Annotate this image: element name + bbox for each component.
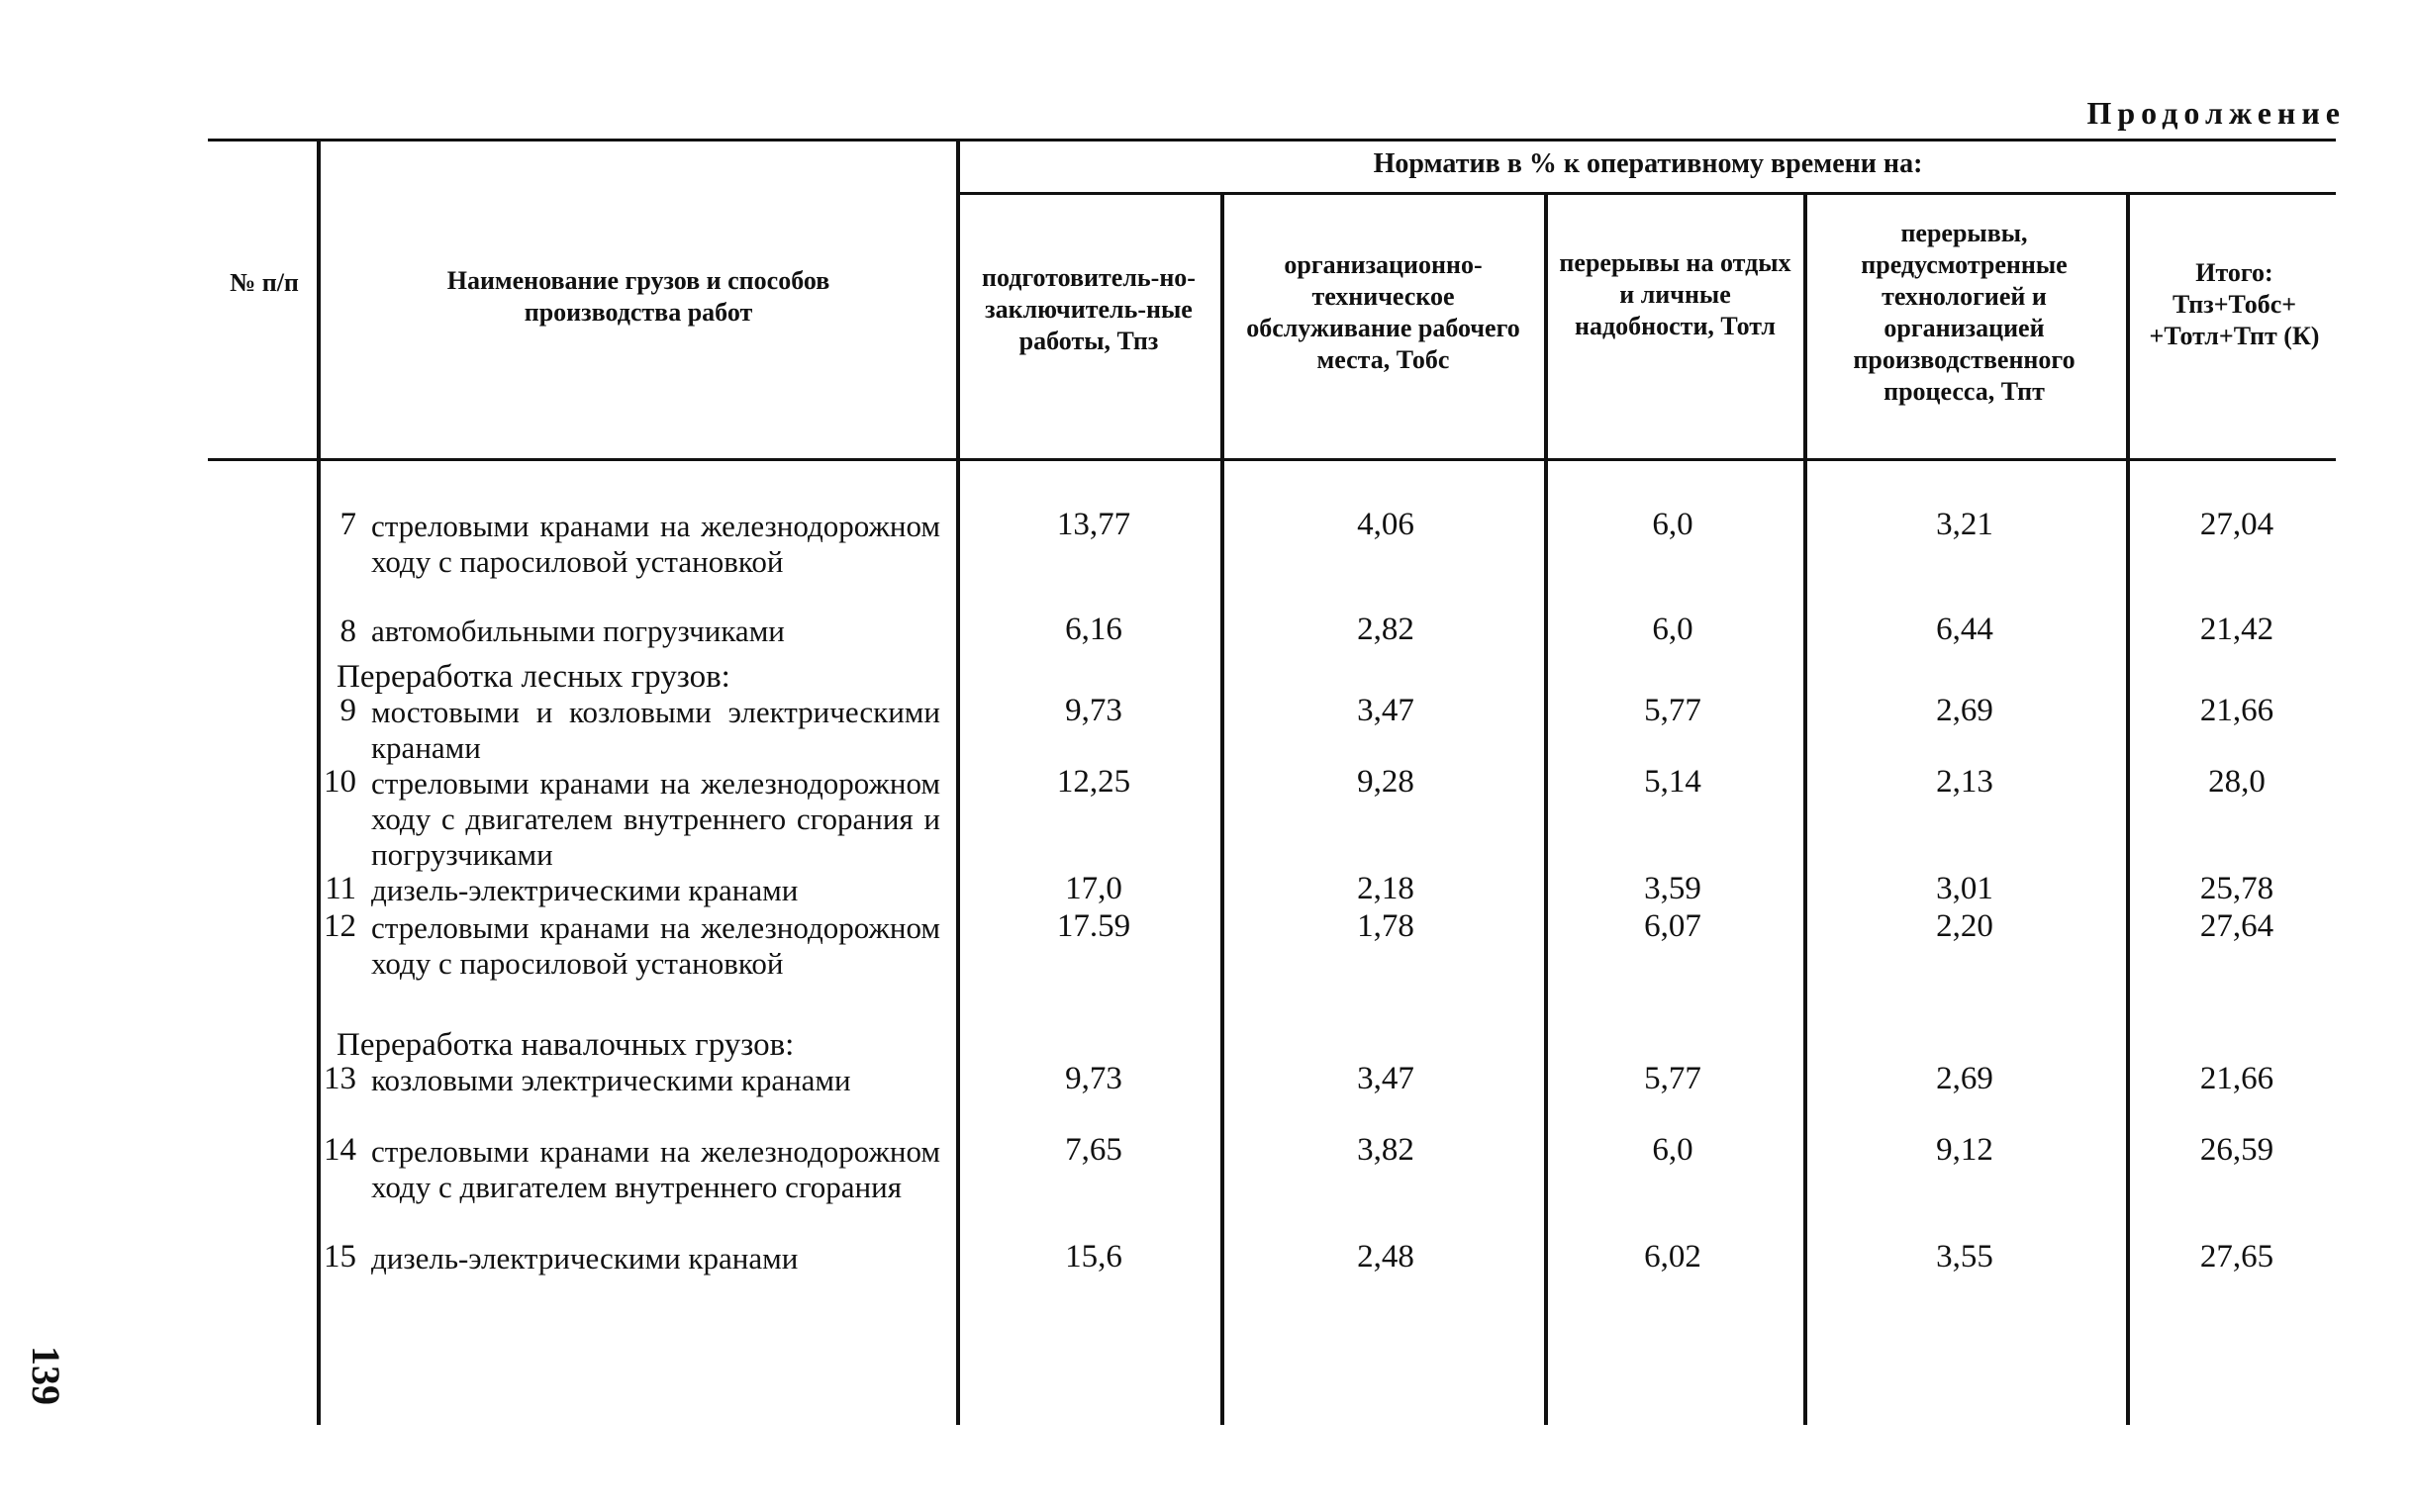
category-timber: Переработка лесных грузов: [337,659,730,695]
row-10-tpz: 12,25 [1056,764,1131,800]
row-10-tpt: 2,13 [1936,764,1993,800]
row-13-tpt: 2,69 [1936,1061,1993,1096]
row-9-no: 9 [339,693,356,728]
row-13-tobs: 3,47 [1357,1061,1414,1096]
row-12-tpt: 2,20 [1936,908,1993,944]
row-11-totl: 3,59 [1644,871,1701,906]
row-7-tobs: 4,06 [1357,507,1414,542]
row-9-total: 21,66 [2199,693,2274,728]
row-8-tpt: 6,44 [1936,612,1993,647]
row-11-tpt: 3,01 [1936,871,1993,906]
header-col-totl: перерывы на отдых и личные надобности, Тотл [1559,248,1791,340]
row-11-no: 11 [325,871,356,906]
category-bulk: Переработка навалочных грузов: [337,1027,795,1063]
row-7-no: 7 [339,507,356,542]
header-name: Наименование грузов и способов производства работ [446,266,830,327]
row-11-name: дизель-электрическими кранами [371,873,799,907]
col-divider-6 [2126,192,2130,1425]
row-10-totl: 5,14 [1644,764,1701,800]
row-10-tobs: 9,28 [1357,764,1414,800]
row-12-tobs: 1,78 [1357,908,1414,944]
row-13-total: 21,66 [2199,1061,2274,1096]
row-11-tpz: 17,0 [1065,871,1122,906]
row-14-tobs: 3,82 [1357,1132,1414,1168]
row-11-total: 25,78 [2199,871,2274,906]
row-12-name: стреловыми кранами на железнодорожном ходу с паросиловой установкой [371,910,940,981]
col-divider-2 [956,139,960,1425]
continuation-label: Продолжение [2086,95,2346,131]
row-10-total: 28,0 [2208,764,2266,800]
row-8-name: автомобильными погрузчиками [371,614,785,648]
row-7-total: 27,04 [2199,507,2274,542]
row-11-tobs: 2,18 [1357,871,1414,906]
row-8-tobs: 2,82 [1357,612,1414,647]
row-14-name: стреловыми кранами на железнодорожном ходу с двигателем внутреннего сгорания [371,1134,940,1204]
header-col-tobs: организационно-техническое обслуживание рабочего места, Тобс [1246,250,1520,374]
col-divider-3 [1220,192,1224,1425]
row-7-totl: 6,0 [1652,507,1693,542]
row-13-totl: 5,77 [1644,1061,1701,1096]
row-14-total: 26,59 [2199,1132,2274,1168]
row-15-tpt: 3,55 [1936,1239,1993,1275]
header-col-total: Итого: Тпз+Тобс+ +Тотл+Тпт (К) [2149,258,2320,350]
row-7-tpz: 13,77 [1056,507,1131,542]
row-15-totl: 6,02 [1644,1239,1701,1275]
col-divider-4 [1544,192,1548,1425]
row-15-tobs: 2,48 [1357,1239,1414,1275]
row-13-name: козловыми электрическими кранами [371,1063,851,1097]
row-12-no: 12 [324,908,356,944]
header-norms-group: Норматив в % к оперативному времени на: [1373,148,1923,179]
header-bottom-rule [208,458,2336,461]
row-14-tpt: 9,12 [1936,1132,1993,1168]
row-10-no: 10 [324,764,356,800]
row-12-totl: 6,07 [1644,908,1701,944]
header-no: № п/п [230,268,299,297]
row-15-no: 15 [324,1239,356,1275]
row-9-tpt: 2,69 [1936,693,1993,728]
row-7-tpt: 3,21 [1936,507,1993,542]
row-8-no: 8 [339,614,356,649]
row-9-totl: 5,77 [1644,693,1701,728]
row-9-tpz: 9,73 [1065,693,1122,728]
row-8-tpz: 6,16 [1065,612,1122,647]
row-8-total: 21,42 [2199,612,2274,647]
page-number: 139 [24,1346,68,1405]
row-12-tpz: 17.59 [1056,908,1131,944]
col-divider-5 [1803,192,1807,1425]
row-8-totl: 6,0 [1652,612,1693,647]
row-9-name: мостовыми и козловыми электрическими кранами [371,695,940,765]
row-12-total: 27,64 [2199,908,2274,944]
row-14-totl: 6,0 [1652,1132,1693,1168]
row-15-name: дизель-электрическими кранами [371,1241,799,1276]
row-13-no: 13 [324,1061,356,1096]
row-10-name: стреловыми кранами на железнодорожном ходу с двигателем внутреннего сгорания и погрузчиками [371,766,940,872]
header-col-tpz: подготовитель-но-заключитель-ные работы, Тпз [982,263,1196,355]
row-14-tpz: 7,65 [1065,1132,1122,1168]
row-13-tpz: 9,73 [1065,1061,1122,1096]
header-col-tpt: перерывы, предусмотренные технологией и организацией производственного процесса, Тпт [1853,219,2076,406]
row-15-total: 27,65 [2199,1239,2274,1275]
row-14-no: 14 [324,1132,356,1168]
row-7-name: стреловыми кранами на железнодорожном ходу с паросиловой установкой [371,509,940,579]
row-9-tobs: 3,47 [1357,693,1414,728]
row-15-tpz: 15,6 [1065,1239,1122,1275]
table-top-rule [208,139,2336,142]
